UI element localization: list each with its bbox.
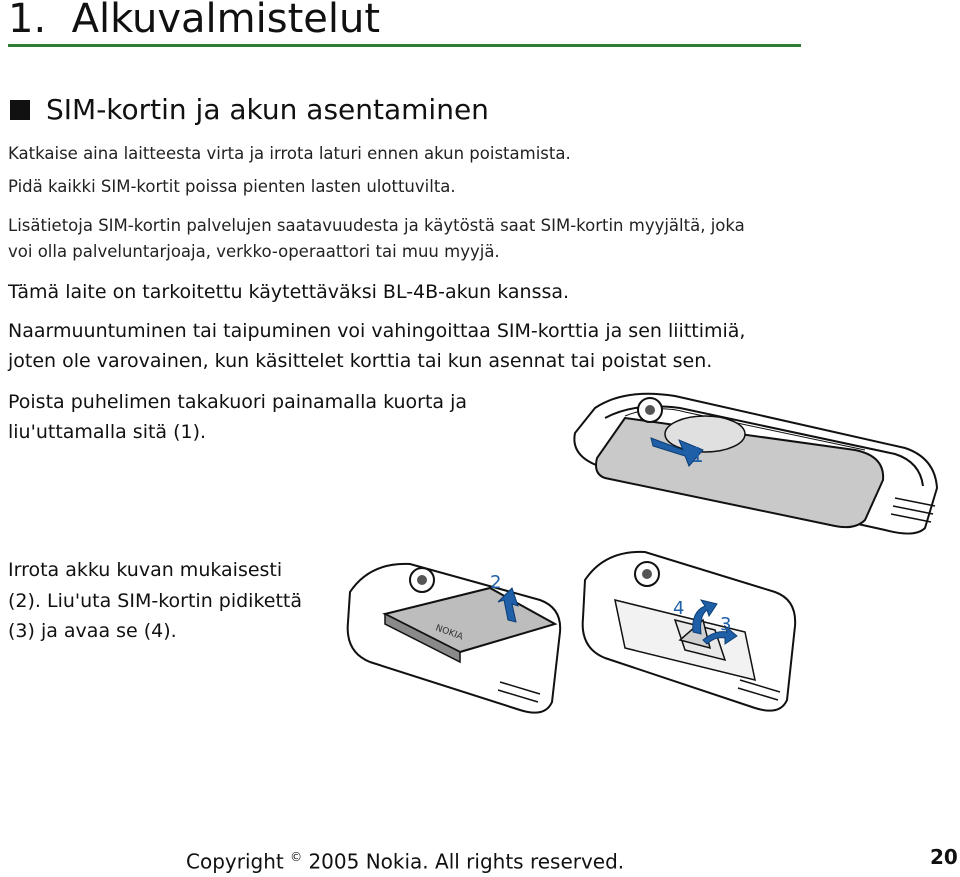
chapter-title-text: Alkuvalmistelut (71, 0, 381, 42)
footer-copyright (186, 842, 624, 877)
section-heading (10, 92, 489, 128)
paragraph-caution-line1: Naarmuuntuminen tai taipuminen voi vahingoittaa SIM-korttia ja sen liittimiä, (8, 320, 746, 342)
step1-line2: liu'uttamalla sitä (1). (8, 421, 207, 443)
callout-3: 3 (720, 614, 732, 635)
callout-1: 1 (691, 443, 704, 467)
square-bullet-icon (10, 100, 30, 120)
figure-remove-battery (340, 552, 565, 722)
copyright-prefix: Copyright (186, 849, 284, 874)
step2-line2: (2). Liu'uta SIM-kortin pidikettä (8, 590, 303, 612)
copyright-text: 2005 Nokia. All rights reserved. (308, 849, 625, 874)
paragraph-power-off: Katkaise aina laitteesta virta ja irrota laturi ennen akun poistamista. (8, 144, 571, 163)
paragraph-info-line2: voi olla palveluntarjoaja, verkko-operaattori tai muu myyjä. (8, 242, 500, 261)
step1-line1: Poista puhelimen takakuori painamalla kuorta ja (8, 391, 468, 413)
battery-brand: NOKIA (433, 623, 465, 643)
paragraph-caution-line2: joten ole varovainen, kun käsittelet korttia tai kun asennat tai poistat sen. (8, 350, 713, 372)
callout-4: 4 (673, 598, 685, 619)
camera-lens-illustration (410, 568, 434, 592)
step2-line1: Irrota akku kuvan mukaisesti (8, 559, 283, 581)
paragraph-battery-type: Tämä laite on tarkoitettu käytettäväksi BL-4B-akun kanssa. (8, 281, 570, 303)
step2-line3: (3) ja avaa se (4). (8, 620, 177, 642)
figure-remove-back-cover (565, 388, 945, 538)
paragraph-children: Pidä kaikki SIM-kortit poissa pienten lasten ulottuvilta. (8, 177, 456, 196)
copyright-symbol: © (290, 850, 303, 864)
chapter-number: 1. (8, 0, 47, 42)
callout-2: 2 (490, 572, 502, 593)
camera-lens-illustration (638, 398, 662, 422)
section-heading-text: SIM-kortin ja akun asentaminen (46, 93, 489, 126)
chapter-rule (8, 44, 801, 47)
paragraph-info-line1: Lisätietoja SIM-kortin palvelujen saatavuudesta ja käytöstä saat SIM-kortin myyjältä, joka (8, 216, 745, 235)
camera-lens-illustration (635, 562, 659, 586)
figure-open-sim-holder (575, 540, 800, 720)
page-number: 20 (930, 845, 958, 869)
chapter-title (8, 0, 380, 44)
